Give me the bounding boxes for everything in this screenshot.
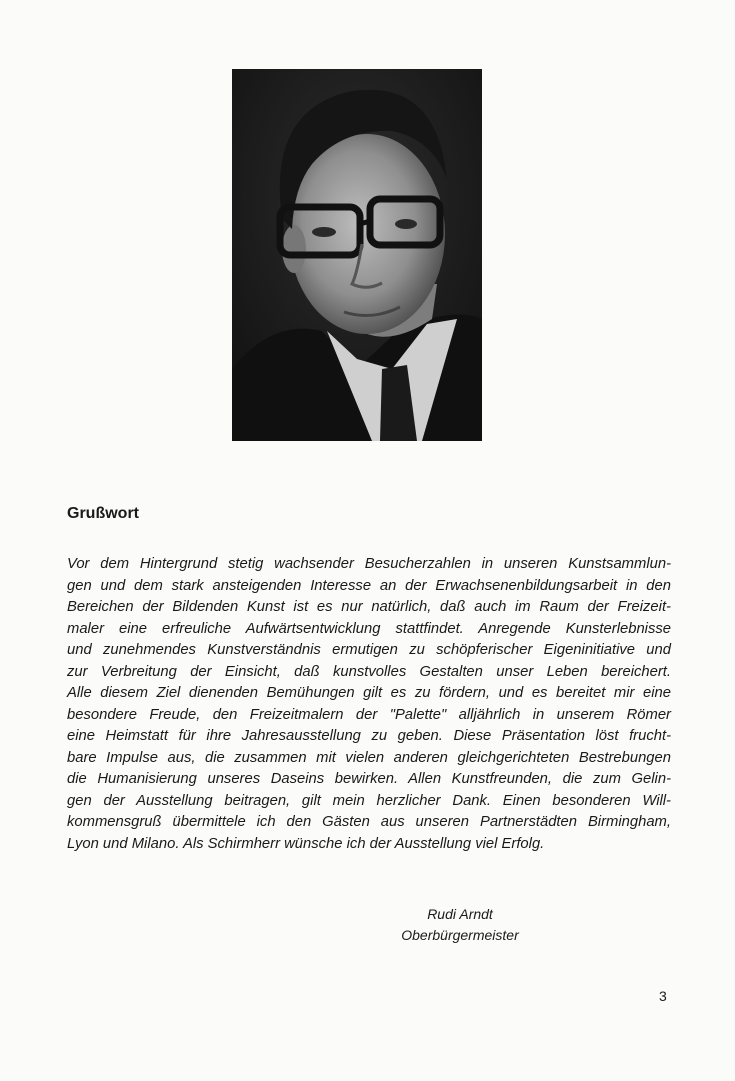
paragraph-line: maler eine erfreuliche Aufwärtsentwicklung stattfindet. Anregende Kunsterlebnisse <box>67 620 671 637</box>
paragraph-line: Lyon und Milano. Als Schirmherr wünsche ich der Ausstellung viel Erfolg. <box>67 835 545 852</box>
portrait-photo <box>232 69 482 441</box>
signatory-name: Rudi Arndt <box>427 906 493 922</box>
body-paragraph <box>67 554 671 855</box>
paragraph-line: zur Verbreitung der Einsicht, daß kunstvolles Gestalten unser Leben bereichert. <box>67 663 671 680</box>
page-number: 3 <box>659 988 667 1004</box>
paragraph-line: besondere Freude, den Freizeitmalern der "Palette" alljährlich in unserem Römer <box>67 706 671 723</box>
paragraph-line: Bereichen der Bildenden Kunst ist es nur natürlich, daß auch im Raum der Freizeit- <box>67 599 671 615</box>
paragraph-line: die Humanisierung unseres Daseins bewirken. Allen Kunstfreunden, die zum Gelin- <box>67 771 671 787</box>
paragraph-line: Vor dem Hintergrund stetig wachsender Besucherzahlen in unseren Kunstsammlun- <box>67 556 671 572</box>
signatory-title: Oberbürgermeister <box>401 927 519 943</box>
paragraph-line: gen der Ausstellung beitragen, gilt mein herzlicher Dank. Einen besonderen Will- <box>67 792 671 809</box>
page-title: Grußwort <box>67 505 139 522</box>
paragraph-line: und zunehmendes Kunstverständnis ermutigen zu schöpferischer Eigeninitiative und <box>67 642 671 658</box>
signature-block <box>380 904 540 946</box>
paragraph-line: Alle diesem Ziel dienenden Bemühungen gilt es zu fördern, und es bereitet mir eine <box>67 685 671 701</box>
paragraph-line: gen und dem stark ansteigenden Interesse an der Erwachsenenbildungsarbeit in den <box>67 577 671 594</box>
paragraph-line: bare Impulse aus, die zusammen mit vielen anderen gleichgerichteten Bestrebungen <box>67 749 671 766</box>
paragraph-line: eine Heimstatt für ihre Jahresausstellung zu geben. Diese Präsentation löst frucht- <box>67 728 671 744</box>
paragraph-line: kommensgruß übermittele ich den Gästen aus unseren Partnerstädten Birmingham, <box>67 814 671 830</box>
